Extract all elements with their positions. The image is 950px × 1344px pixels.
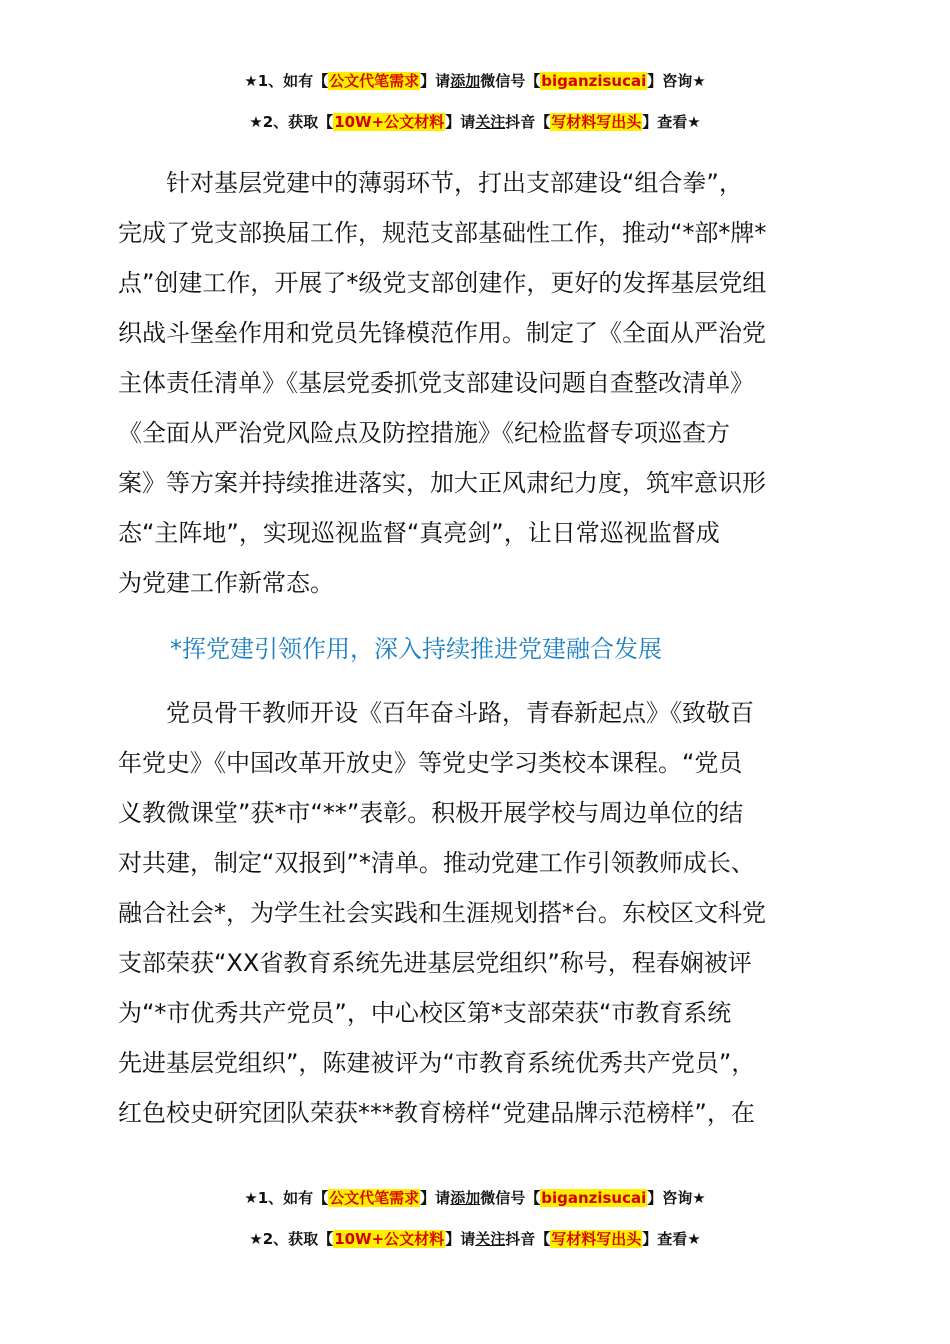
paragraph-line: 织战斗堡垒作用和党员先锋模范作用。制定了《全面从严治党 xyxy=(118,319,766,347)
banner-text: 抖音【 xyxy=(505,113,551,131)
header-banner-line-2 xyxy=(0,111,950,133)
highlight-service: 公文代笔需求 xyxy=(329,72,420,90)
paragraph-line: 义教微课堂”获*市“**”表彰。积极开展学校与周边单位的结 xyxy=(118,799,744,827)
highlight-wechat-id: biganzisucai xyxy=(541,1189,647,1207)
banner-text: ★2、获取【 xyxy=(249,113,334,131)
paragraph-line: 先进基层党组织”，陈建被评为“市教育系统优秀共产党员”， xyxy=(118,1049,756,1077)
highlight-service: 公文代笔需求 xyxy=(329,1189,420,1207)
banner-text: 】查看★ xyxy=(642,113,701,131)
banner-text: 】请 xyxy=(445,113,476,131)
paragraph-line: 支部荣获“XX省教育系统先进基层党组织”称号，程春娴被评 xyxy=(118,949,752,977)
underline-add: 添加 xyxy=(450,72,481,90)
banner-text: 】咨询★ xyxy=(647,1189,706,1207)
highlight-materials: 10W+公文材料 xyxy=(334,113,445,131)
banner-text: 】请 xyxy=(445,1230,476,1248)
highlight-wechat-id: biganzisucai xyxy=(541,72,647,90)
underline-follow: 关注 xyxy=(475,1230,506,1248)
paragraph-line: 对共建，制定“双报到”*清单。推动党建工作引领教师成长、 xyxy=(118,849,755,877)
paragraph-line: 党员骨干教师开设《百年奋斗路，青春新起点》《致敬百 xyxy=(118,699,754,727)
underline-add: 添加 xyxy=(450,1189,481,1207)
banner-text: 抖音【 xyxy=(505,1230,551,1248)
paragraph-line: 针对基层党建中的薄弱环节，打出支部建设“组合拳”， xyxy=(118,169,743,197)
banner-text: ★1、如有【 xyxy=(244,72,329,90)
banner-text: ★2、获取【 xyxy=(249,1230,334,1248)
highlight-douyin: 写材料写出头 xyxy=(551,1230,642,1248)
footer-banner-line-1 xyxy=(0,1187,950,1209)
highlight-douyin: 写材料写出头 xyxy=(551,113,642,131)
paragraph-line: 案》等方案并持续推进落实，加大正风肃纪力度，筑牢意识形 xyxy=(118,469,766,497)
underline-follow: 关注 xyxy=(475,113,506,131)
section-heading: *挥党建引领作用，深入持续推进党建融合发展 xyxy=(170,635,662,663)
paragraph-line: 点”创建工作，开展了*级党支部创建作，更好的发挥基层党组 xyxy=(118,269,767,297)
banner-text: 】请 xyxy=(420,72,451,90)
footer-banner-line-2 xyxy=(0,1228,950,1250)
paragraph-line: 完成了党支部换届工作，规范支部基础性工作，推动“*部*牌* xyxy=(118,219,767,247)
paragraph-line: 态“主阵地”，实现巡视监督“真亮剑”，让日常巡视监督成 xyxy=(118,519,720,547)
paragraph-line: 为“*市优秀共产党员”，中心校区第*支部荣获“市教育系统 xyxy=(118,999,732,1027)
paragraph-line: 主体责任清单》《基层党委抓党支部建设问题自查整改清单》 xyxy=(118,369,754,397)
banner-text: 】查看★ xyxy=(642,1230,701,1248)
paragraph-line: 为党建工作新常态。 xyxy=(118,569,334,597)
banner-text: 微信号【 xyxy=(480,1189,541,1207)
highlight-materials: 10W+公文材料 xyxy=(334,1230,445,1248)
banner-text: 微信号【 xyxy=(480,72,541,90)
banner-text: 】咨询★ xyxy=(647,72,706,90)
paragraph-line: 《全面从严治党风险点及防控措施》《纪检监督专项巡查方 xyxy=(118,419,730,447)
paragraph-line: 年党史》《中国改革开放史》等党史学习类校本课程。“党员 xyxy=(118,749,743,777)
banner-text: ★1、如有【 xyxy=(244,1189,329,1207)
header-banner-line-1 xyxy=(0,70,950,92)
paragraph-line: 红色校史研究团队荣获***教育榜样“党建品牌示范榜样”，在 xyxy=(118,1099,755,1127)
banner-text: 】请 xyxy=(420,1189,451,1207)
paragraph-line: 融合社会*，为学生社会实践和生涯规划搭*台。东校区文科党 xyxy=(118,899,766,927)
